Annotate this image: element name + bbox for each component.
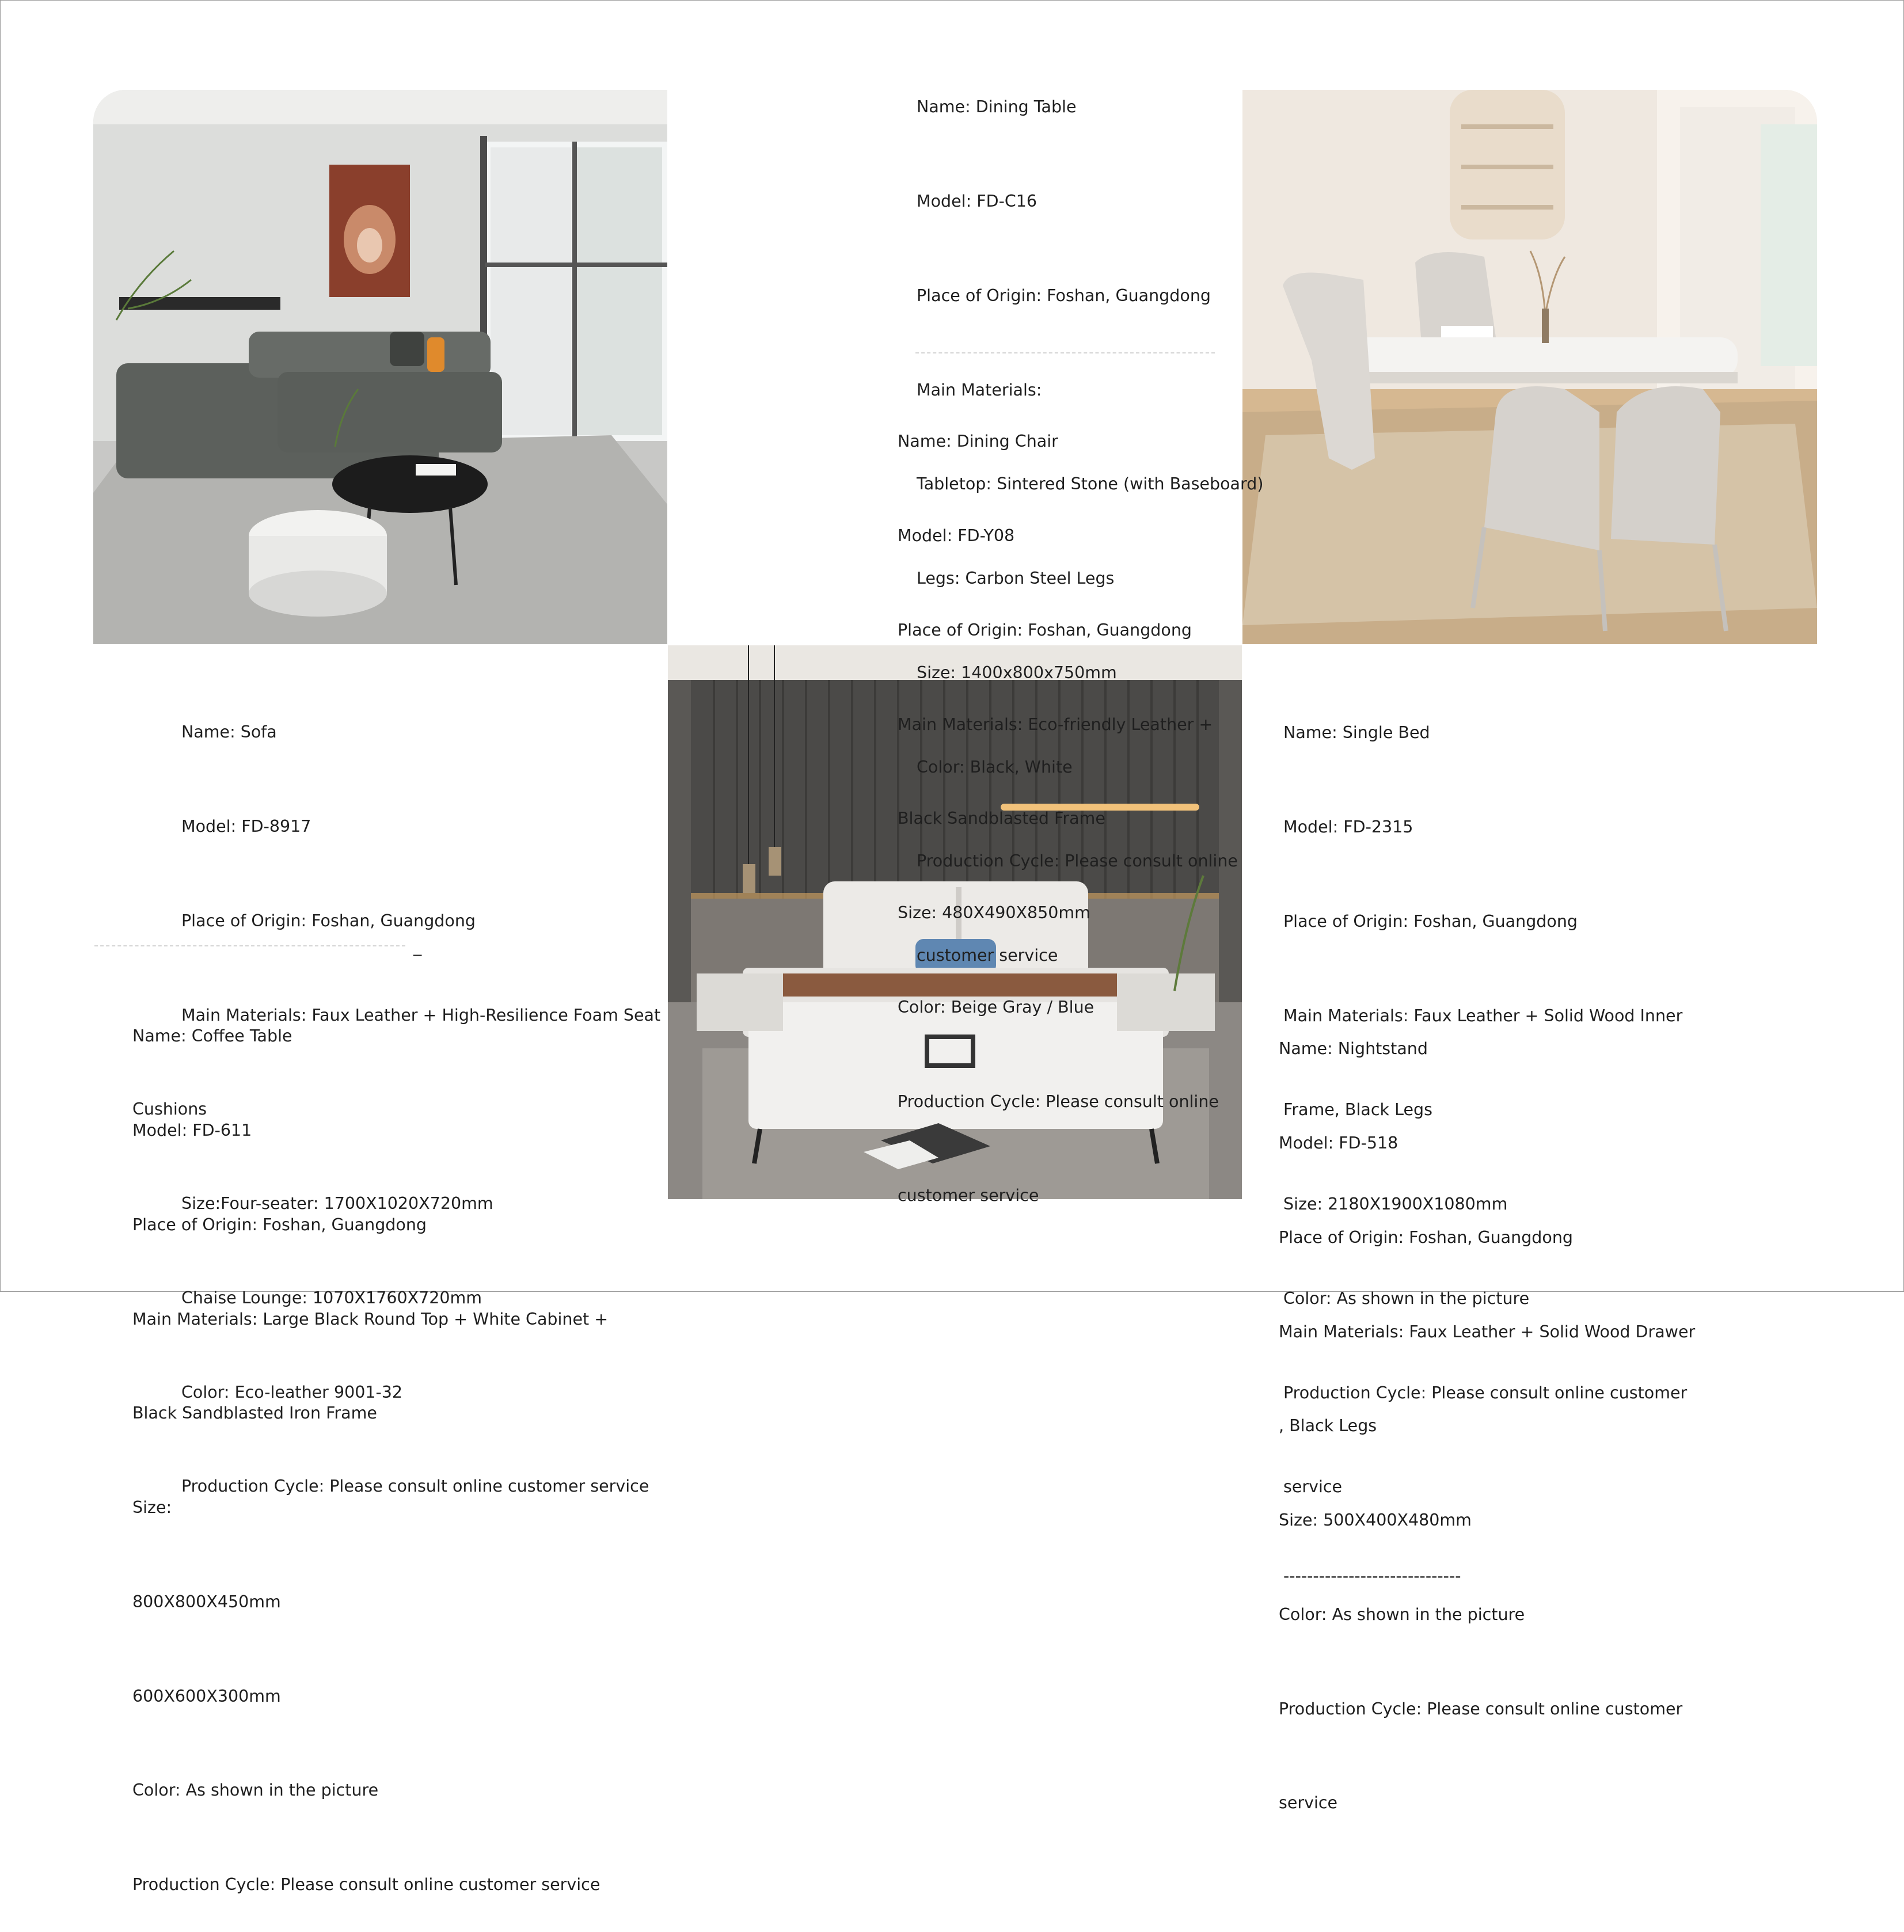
stray-mark: _ — [413, 937, 422, 956]
spec-line: Color: Eco-leather 9001-32 — [181, 1382, 403, 1402]
dining-chair-specs — [898, 363, 1219, 1243]
spec-line: Name: Single Bed — [1283, 723, 1430, 743]
spec-line: Model: FD-518 — [1279, 1133, 1398, 1153]
spec-line: Color: As shown in the picture — [1283, 1288, 1530, 1308]
spec-line: Size:Four-seater: 1700X1020X720mm — [181, 1194, 493, 1214]
spec-line: Name: Sofa — [181, 722, 277, 742]
spec-line: Size: 1400x800x750mm — [917, 663, 1117, 682]
living-room-photo — [93, 90, 667, 644]
spec-line: , Black Legs — [1279, 1416, 1377, 1436]
spec-line: Production Cycle: Please consult online — [898, 1091, 1219, 1111]
spec-line: Production Cycle: Please consult online customer service — [181, 1477, 649, 1496]
spec-line: Main Materials: Eco-friendly Leather + — [898, 714, 1213, 734]
spec-line: ------------------------------ — [1283, 1566, 1461, 1586]
spec-line: Production Cycle: Please consult online customer — [1283, 1383, 1688, 1402]
spec-line: Size: 500X400X480mm — [1279, 1511, 1472, 1530]
section-divider — [94, 945, 405, 946]
spec-line: Size: 2180X1900X1080mm — [1283, 1195, 1508, 1214]
spec-line: 600X600X300mm — [132, 1686, 281, 1706]
spec-line: Model: FD-2315 — [1283, 817, 1413, 836]
spec-line: Model: FD-Y08 — [898, 526, 1015, 545]
spec-line: Name: Dining Table — [917, 97, 1077, 117]
spec-line: Chaise Lounge: 1070X1760X720mm — [181, 1288, 482, 1307]
spec-line: Production Cycle: Please consult online — [917, 851, 1238, 871]
spec-line: Place of Origin: Foshan, Guangdong — [1283, 911, 1578, 931]
spec-line: Name: Nightstand — [1279, 1039, 1428, 1059]
spec-line: Place of Origin: Foshan, Guangdong — [917, 286, 1211, 305]
nightstand-specs — [1279, 971, 1695, 1851]
spec-line: 800X800X450mm — [132, 1592, 281, 1611]
spec-line: Main Materials: Faux Leather + Solid Wood Inner — [1283, 1006, 1683, 1025]
spec-line: Black Sandblasted Frame — [898, 809, 1105, 828]
spec-line: Main Materials: — [917, 380, 1042, 400]
spec-line: Name: Dining Chair — [898, 432, 1058, 451]
spec-line: Model: FD-C16 — [917, 191, 1037, 211]
spec-line: Place of Origin: Foshan, Guangdong — [1279, 1227, 1573, 1247]
section-divider — [915, 352, 1215, 353]
spec-line: Place of Origin: Foshan, Guangdong — [132, 1215, 427, 1234]
spec-line: Cushions — [132, 1100, 207, 1119]
spec-line: service — [1283, 1477, 1343, 1497]
spec-line: Size: 480X490X850mm — [898, 903, 1090, 923]
spec-line: Color: As shown in the picture — [1279, 1604, 1525, 1624]
spec-line: customer service — [917, 946, 1058, 965]
spec-line: Main Materials: Large Black Round Top + White Cabinet + — [132, 1309, 609, 1329]
spec-line: Place of Origin: Foshan, Guangdong — [181, 911, 476, 930]
dining-room-photo — [1242, 90, 1817, 644]
spec-line: Model: FD-611 — [132, 1120, 252, 1140]
spec-line: Legs: Carbon Steel Legs — [917, 569, 1115, 588]
spec-line: Size: — [132, 1498, 172, 1518]
spec-line: Name: Coffee Table — [132, 1026, 292, 1046]
spec-line: Tabletop: Sintered Stone (with Baseboard) — [917, 474, 1264, 494]
spec-line: service — [1279, 1793, 1338, 1813]
spec-line: Color: As shown in the picture — [132, 1781, 379, 1800]
spec-line: Main Materials: Faux Leather + Solid Wood Drawer — [1279, 1322, 1696, 1341]
spec-line: Place of Origin: Foshan, Guangdong — [898, 620, 1192, 640]
spec-line: Production Cycle: Please consult online customer — [1279, 1699, 1683, 1718]
spec-line: Black Sandblasted Iron Frame — [132, 1404, 377, 1423]
spec-line: Main Materials: Faux Leather + High-Resilience Foam Seat — [181, 1005, 661, 1025]
coffee-table-specs — [132, 958, 608, 1932]
spec-line: Color: Black, White — [917, 757, 1073, 777]
spec-line: Production Cycle: Please consult online customer service — [132, 1875, 601, 1895]
spec-line: Frame, Black Legs — [1283, 1100, 1432, 1120]
spec-line: Model: FD-8917 — [181, 816, 311, 836]
spec-line: customer service — [898, 1186, 1039, 1205]
spec-line: Color: Beige Gray / Blue — [898, 997, 1094, 1017]
